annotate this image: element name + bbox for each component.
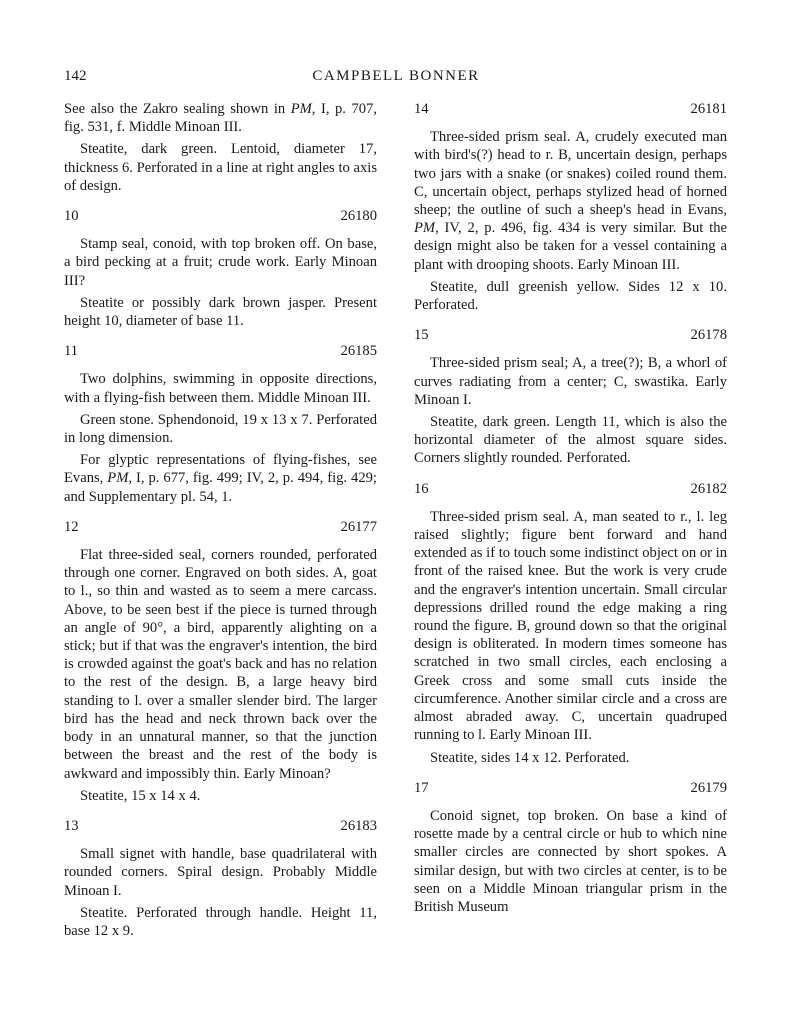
italic-abbrev: PM bbox=[414, 220, 436, 237]
paragraph: For glyptic representations of flying-fishes, see Evans, PM, I, p. 677, fig. 499; IV, 2, p. 494, fig. 429; and Supplementary pl. 54, 1. bbox=[64, 452, 377, 505]
paragraph: Small signet with handle, base quadrilateral with rounded corners. Spiral design. Probably Middle Minoan I. bbox=[64, 846, 377, 899]
catalog-entry bbox=[64, 207, 377, 330]
catalog-entry bbox=[414, 326, 727, 467]
paragraph: Steatite or possibly dark brown jasper. Present height 10, diameter of base 11. bbox=[64, 294, 377, 330]
catalog-number: 26182 bbox=[690, 480, 727, 497]
catalog-number: 26181 bbox=[690, 101, 727, 117]
paragraph: Three-sided prism seal. A, crudely executed man with bird's(?) head to r. B, uncertain design, perhaps two jars with a snake (or snakes) coiled round them. C, uncertain object, perhaps stylized head of horned sheep; the outline of such a sheep's head in Evans, PM, IV, 2, p. 496, fig. 434 is very similar. But the design might also be taken for a vessel containing a plant with drooping shoots. Early Minoan III. bbox=[414, 129, 727, 273]
paragraph: Steatite, dark green. Lentoid, diameter 17, thickness 6. Perforated in a line at right angles to axis of design. bbox=[64, 141, 377, 194]
entry-heading bbox=[414, 480, 727, 498]
entry-number: 10 bbox=[64, 208, 79, 225]
catalog-entry bbox=[64, 342, 377, 506]
entry-number: 13 bbox=[64, 817, 79, 834]
catalog-entry bbox=[414, 480, 727, 767]
entry-number: 15 bbox=[414, 327, 429, 344]
catalog-entry bbox=[414, 779, 727, 916]
paragraph: Three-sided prism seal; A, a tree(?); B, a whorl of curves radiating from a center; C, swastika. Early Minoan I. bbox=[414, 355, 727, 408]
paragraph: Steatite, 15 x 14 x 4. bbox=[80, 787, 201, 804]
entry-number: 17 bbox=[414, 779, 429, 796]
entry-heading bbox=[64, 342, 377, 360]
running-title: CAMPBELL BONNER bbox=[312, 68, 480, 84]
entry-number: 14 bbox=[414, 101, 429, 117]
paragraph: Two dolphins, swimming in opposite directions, with a flying-fish between them. Middle Minoan III. bbox=[64, 371, 377, 406]
entry-number: 11 bbox=[64, 343, 79, 360]
catalog-number: 26179 bbox=[690, 779, 727, 796]
italic-abbrev: PM bbox=[107, 470, 129, 487]
entry-number: 16 bbox=[414, 480, 429, 497]
paragraph: Green stone. Sphendonoid, 19 x 13 x 7. Perforated in long dimension. bbox=[64, 411, 377, 447]
page-number: 142 bbox=[64, 68, 87, 84]
entry-heading bbox=[414, 326, 727, 344]
catalog-number: 26177 bbox=[340, 518, 377, 535]
catalog-entry bbox=[414, 100, 727, 314]
paragraph: See also the Zakro sealing shown in PM, I, p. 707, fig. 531, f. Middle Minoan III. bbox=[64, 101, 378, 136]
paragraph: Three-sided prism seal. A, man seated to r., l. leg raised slightly; figure bent forward and hand extended as if to touch some indistinct object on or in front of the raised knee. But the work is very crude and the engraver's intention uncertain. Small circular depressions drilled round the edge making a ring round the figure. B, ground down so that the original design is obliterated. In modern times someone has scratched in two small circles, each enclosing a Greek cross and some small cuts inside the circumference. Another similar circle and a cross are almost abraded away. C, uncertain quadruped running to l. Early Minoan III. bbox=[414, 508, 727, 744]
paragraph: Flat three-sided seal, corners rounded, perforated through one corner. Engraved on both sides. A, goat to l., so thin and wasted as to seem a mere carcass. Above, to be seen best if the piece is turned through an angle of 90°, a bird, apparently alighting on a stick; but if that was the engraver's intention, the bird is crowded against the goat's back and has no relation to the rest of the design. B, a large heavy bird standing to l. over a smaller slender bird. The larger bird has the head and neck thrown back over the body in an unnatural manner, so that the junction between the breast and the rest of the body is awkward and impossibly thin. Early Minoan? bbox=[64, 547, 377, 782]
paragraph: Stamp seal, conoid, with top broken off. On base, a bird pecking at a fruit; crude work. Early Minoan III? bbox=[64, 236, 377, 289]
paragraph: Steatite, dark green. Length 11, which is also the horizontal diameter of the almost square sides. Corners slightly rounded. Perforated. bbox=[414, 414, 727, 467]
paragraph: Conoid signet, top broken. On base a kind of rosette made by a central circle or hub to which nine smaller circles are connected by short spokes. A similar design, but with two circles at center, is to be seen on a Middle Minoan triangular prism in the British Museum bbox=[414, 807, 727, 915]
catalog-number: 26178 bbox=[690, 327, 727, 344]
catalog-number: 26180 bbox=[340, 208, 377, 225]
paragraph: Steatite. Perforated through handle. Height 11, base 12 x 9. bbox=[64, 904, 377, 939]
paragraph: Steatite, dull greenish yellow. Sides 12 x 10. Perforated. bbox=[414, 278, 727, 314]
catalog-entry bbox=[64, 518, 377, 805]
entry-heading bbox=[414, 779, 727, 797]
right-column bbox=[414, 100, 727, 920]
italic-abbrev: PM bbox=[290, 101, 312, 117]
page-header bbox=[64, 68, 728, 90]
entry-heading bbox=[64, 817, 377, 835]
left-column bbox=[64, 100, 377, 944]
entry-heading bbox=[414, 100, 727, 118]
entry-heading bbox=[64, 518, 377, 536]
entry-number: 12 bbox=[64, 518, 79, 535]
catalog-number: 26183 bbox=[340, 817, 377, 834]
entry-heading bbox=[64, 207, 377, 225]
catalog-number: 26185 bbox=[340, 343, 377, 360]
paragraph: Steatite, sides 14 x 12. Perforated. bbox=[430, 749, 630, 766]
catalog-entry bbox=[64, 817, 377, 940]
